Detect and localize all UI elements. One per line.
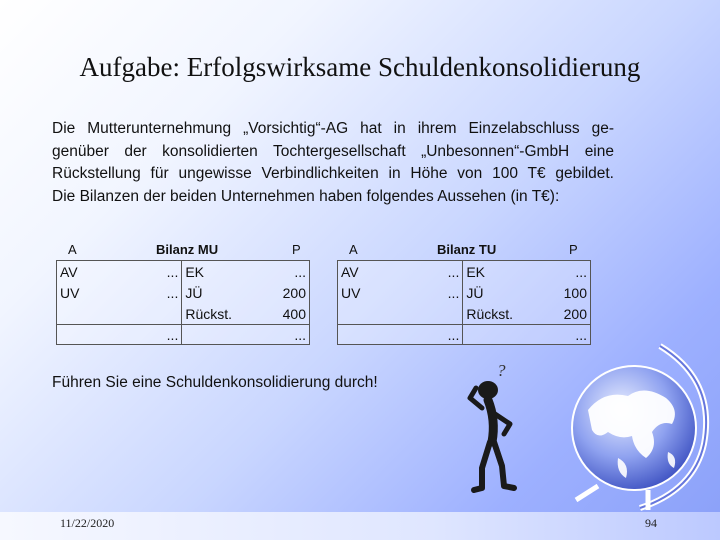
cell: ... bbox=[260, 325, 310, 345]
cell: ... bbox=[146, 325, 182, 345]
balance-title: Bilanz TU bbox=[437, 242, 497, 257]
balance-table bbox=[337, 260, 591, 345]
cell: Rückst. bbox=[185, 305, 233, 322]
table-row bbox=[57, 303, 310, 325]
balance-sheet-mu bbox=[56, 242, 310, 345]
cell: AV bbox=[341, 263, 359, 280]
cell: EK bbox=[185, 263, 205, 280]
liabilities-header: P bbox=[292, 242, 301, 257]
globe-illustration bbox=[548, 340, 720, 512]
cell: ... bbox=[575, 263, 587, 280]
table-row bbox=[338, 261, 591, 283]
cell: ... bbox=[541, 325, 591, 345]
intro-line: Die Mutterunternehmung „Vorsichtig“-AG hat in ihrem Einzelabschluss ge- bbox=[52, 120, 614, 137]
table-row bbox=[338, 282, 591, 303]
table-row bbox=[57, 282, 310, 303]
cell: 200 bbox=[282, 284, 306, 301]
cell: UV bbox=[60, 284, 80, 301]
slide-title: Aufgabe: Erfolgswirksame Schuldenkonsolidierung bbox=[79, 52, 641, 82]
table-row bbox=[57, 261, 310, 283]
intro-line: Rückstellung für ungewisse Verbindlichkeiten in Höhe von 100 T€ gebildet. bbox=[52, 165, 614, 182]
cell bbox=[338, 303, 427, 325]
thinking-figure-illustration bbox=[452, 360, 532, 500]
cell: Rückst. bbox=[466, 305, 514, 322]
cell: ... bbox=[427, 261, 463, 283]
cell: JÜ bbox=[466, 284, 484, 301]
intro-line: Die Bilanzen der beiden Unternehmen haben folgendes Aussehen (in T€): bbox=[52, 187, 560, 205]
balance-title: Bilanz MU bbox=[156, 242, 219, 257]
cell: 100 bbox=[563, 284, 587, 301]
cell: EK bbox=[466, 263, 486, 280]
page-number: 94 bbox=[645, 516, 657, 530]
task-text: Führen Sie eine Schuldenkonsolidierung durch! bbox=[52, 374, 378, 391]
intro-line: genüber der konsolidierten Tochtergesellschaft „Unbesonnen“-GmbH eine bbox=[52, 142, 614, 160]
assets-header: A bbox=[349, 242, 358, 257]
table-row bbox=[338, 303, 591, 325]
liabilities-header: P bbox=[569, 242, 578, 257]
balance-header bbox=[56, 242, 310, 258]
total-row bbox=[57, 325, 310, 345]
cell bbox=[57, 303, 146, 325]
intro-text bbox=[52, 118, 614, 208]
cell: ... bbox=[427, 282, 463, 303]
cell: AV bbox=[60, 263, 78, 280]
cell: UV bbox=[341, 284, 361, 301]
cell: 200 bbox=[563, 305, 587, 322]
cell: ... bbox=[427, 325, 463, 345]
cell: ... bbox=[146, 282, 182, 303]
cell: ... bbox=[146, 261, 182, 283]
cell: ... bbox=[294, 263, 306, 280]
cell bbox=[427, 303, 463, 325]
footer-date: 11/22/2020 bbox=[60, 516, 115, 530]
balance-sheet-tu bbox=[337, 242, 591, 345]
balance-table bbox=[56, 260, 310, 345]
cell: 400 bbox=[282, 305, 306, 322]
balance-header bbox=[337, 242, 591, 258]
cell bbox=[146, 303, 182, 325]
cell: JÜ bbox=[185, 284, 203, 301]
assets-header: A bbox=[68, 242, 77, 257]
question-mark: ? bbox=[497, 361, 506, 380]
